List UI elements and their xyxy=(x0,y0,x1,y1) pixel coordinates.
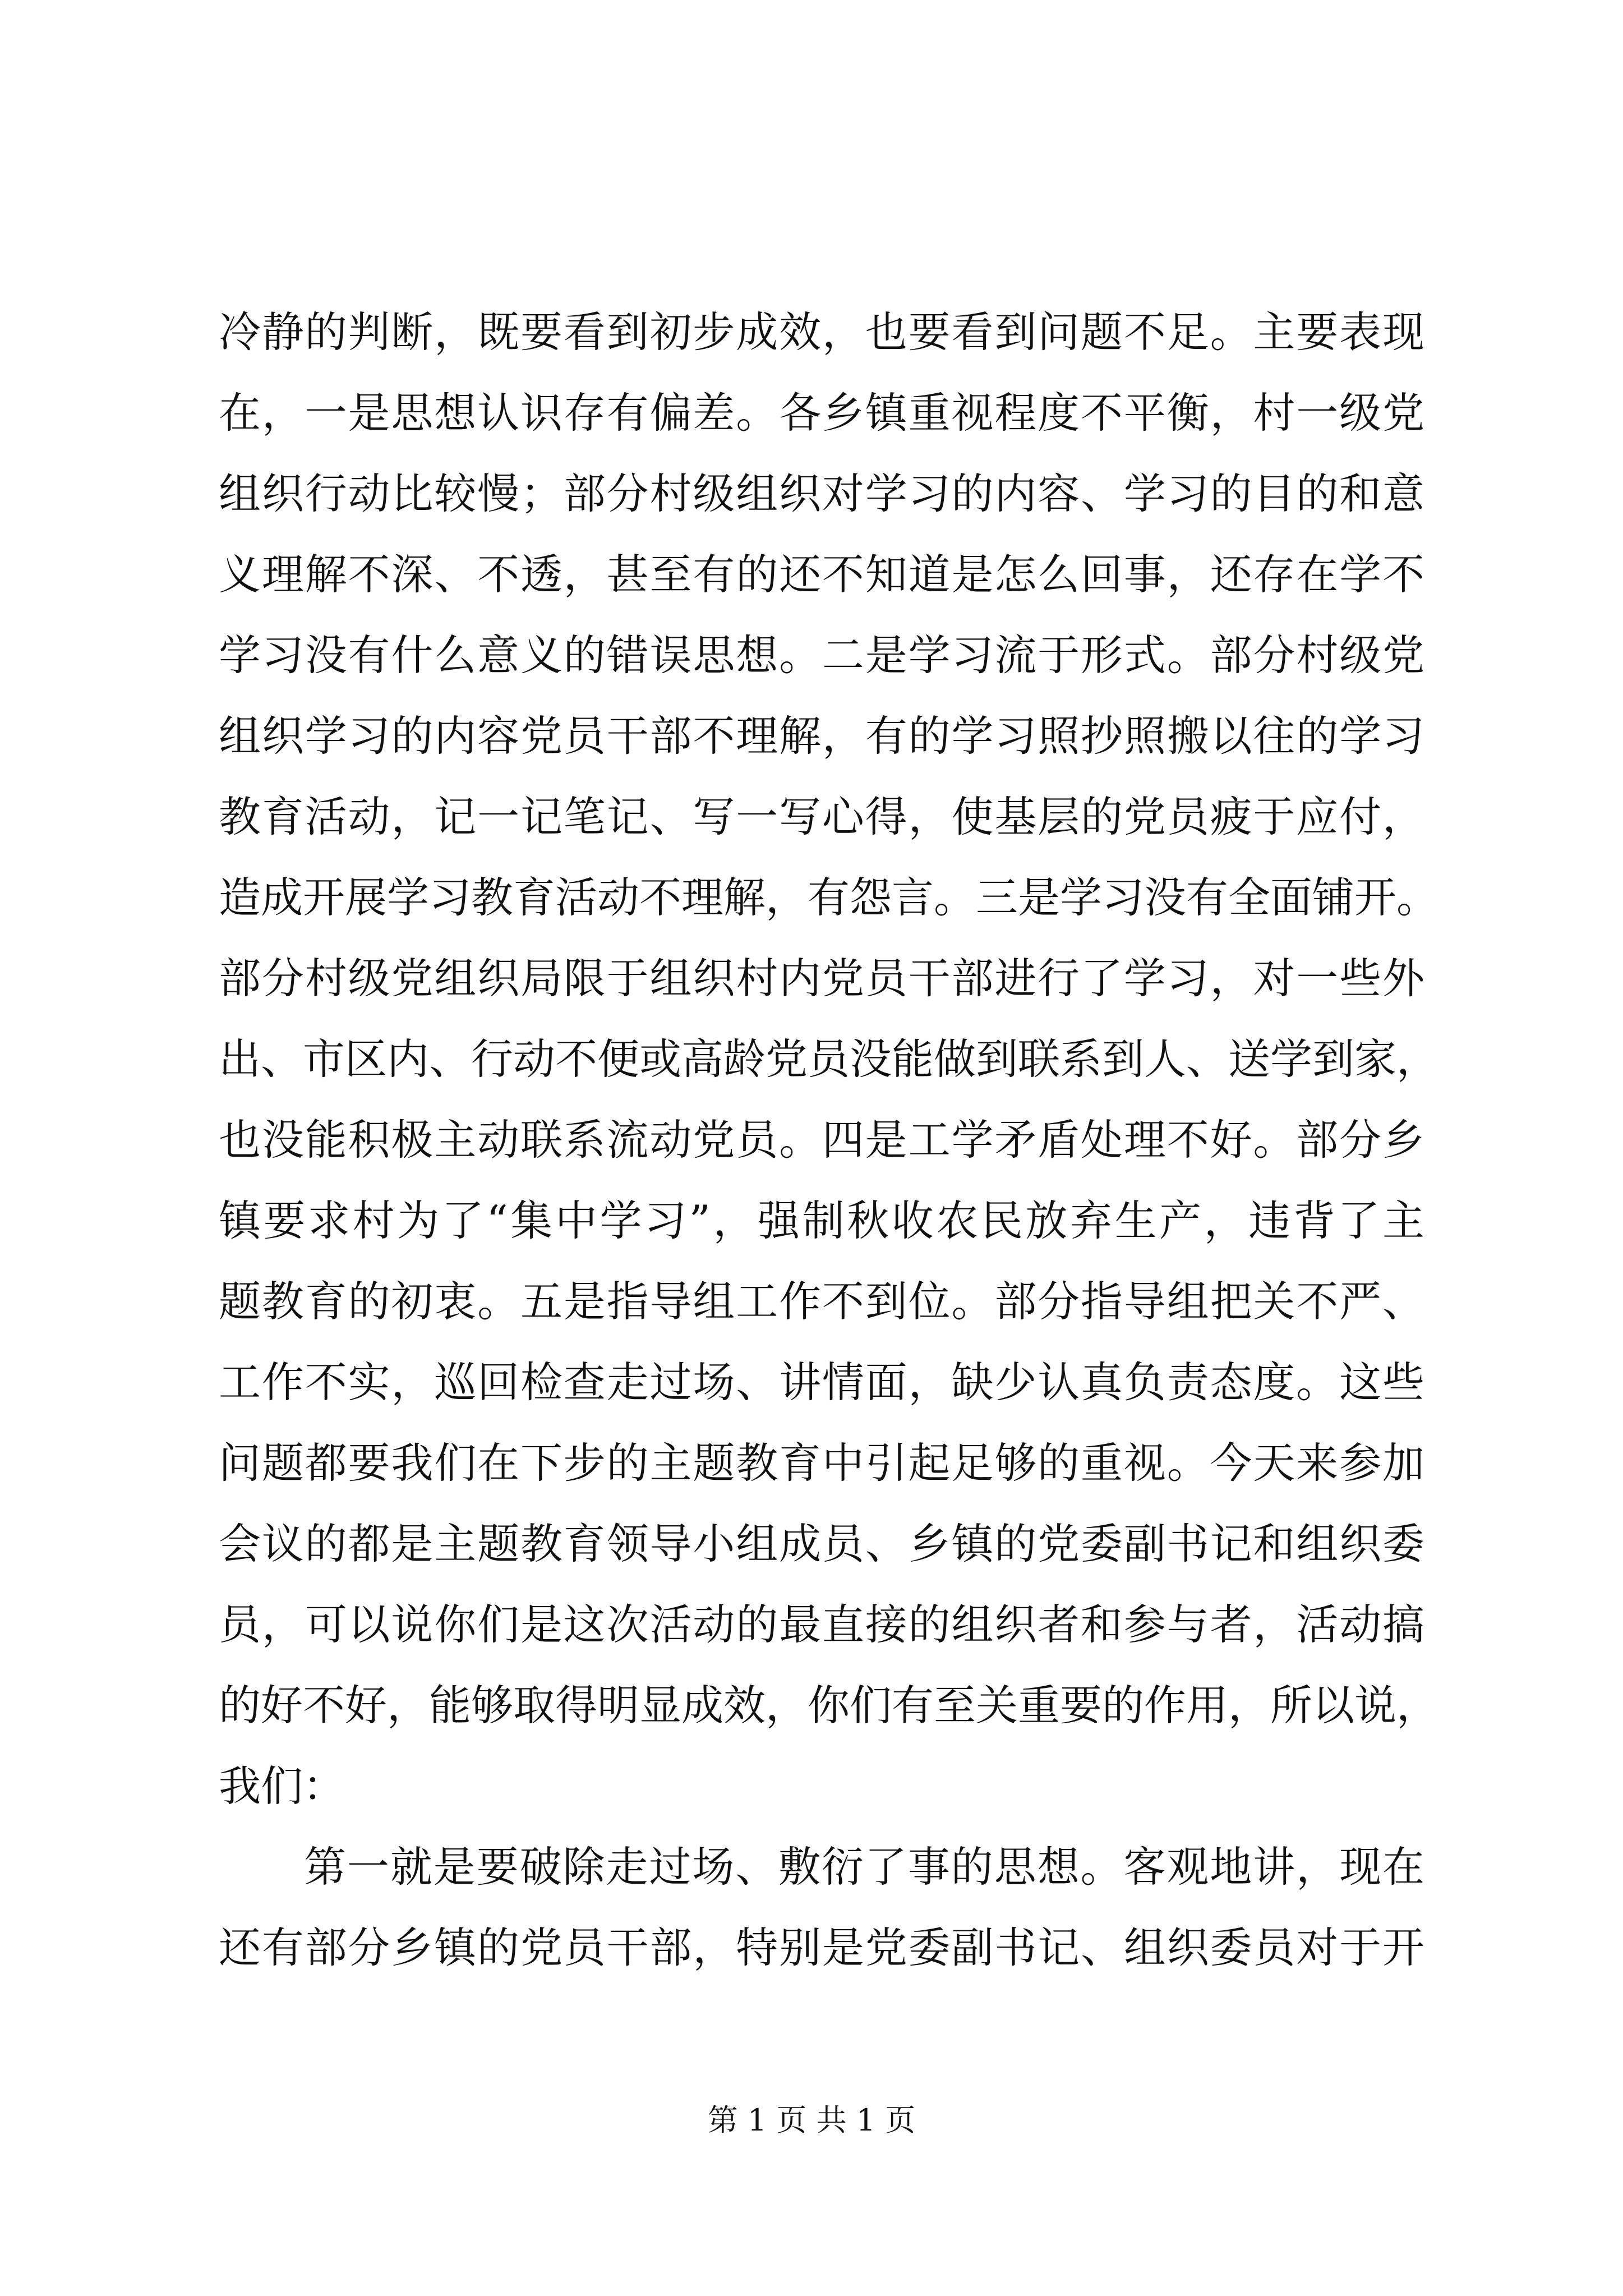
text-line: 会议的都是主题教育领导小组成员、乡镇的党委副书记和组织委 xyxy=(219,1519,1424,1568)
text-line: 员，可以说你们是这次活动的最直接的组织者和参与者，活动搞 xyxy=(219,1600,1424,1649)
text-line-paragraph-end: 我们： xyxy=(219,1761,345,1811)
text-line: 的好不好，能够取得明显成效，你们有至关重要的作用，所以说， xyxy=(219,1681,1439,1730)
text-line-paragraph-start: 第一就是要破除走过场、敷衍了事的思想。客观地讲，现在 xyxy=(304,1842,1424,1892)
text-line: 冷静的判断，既要看到初步成效，也要看到问题不足。主要表现 xyxy=(219,307,1424,357)
document-body xyxy=(219,292,1439,1988)
text-line: 也没能积极主动联系流动党员。四是工学矛盾处理不好。部分乡 xyxy=(219,1115,1424,1165)
text-line: 镇要求村为了“集中学习”，强制秋收农民放弃生产，违背了主 xyxy=(219,1196,1424,1245)
text-line: 工作不实，巡回检查走过场、讲情面，缺少认真负责态度。这些 xyxy=(219,1358,1424,1407)
text-line: 教育活动，记一记笔记、写一写心得，使基层的党员疲于应付， xyxy=(219,792,1424,841)
text-line: 出、市区内、行动不便或高龄党员没能做到联系到人、送学到家， xyxy=(219,1034,1439,1084)
text-line: 还有部分乡镇的党员干部，特别是党委副书记、组织委员对于开 xyxy=(219,1923,1424,1972)
page-footer: 第 1 页 共 1 页 xyxy=(707,2102,916,2138)
text-line: 组织学习的内容党员干部不理解，有的学习照抄照搬以往的学习 xyxy=(219,711,1424,761)
text-line: 在，一是思想认识存有偏差。各乡镇重视程度不平衡，村一级党 xyxy=(219,388,1424,438)
text-line: 问题都要我们在下步的主题教育中引起足够的重视。今天来参加 xyxy=(219,1438,1424,1488)
text-line: 义理解不深、不透，甚至有的还不知道是怎么回事，还存在学不 xyxy=(219,550,1424,599)
text-line: 部分村级党组织局限于组织村内党员干部进行了学习，对一些外 xyxy=(219,954,1424,1003)
text-line: 组织行动比较慢；部分村级组织对学习的内容、学习的目的和意 xyxy=(219,469,1424,518)
text-line: 学习没有什么意义的错误思想。二是学习流于形式。部分村级党 xyxy=(219,631,1424,680)
text-line: 造成开展学习教育活动不理解，有怨言。三是学习没有全面铺开。 xyxy=(219,873,1439,922)
text-line: 题教育的初衷。五是指导组工作不到位。部分指导组把关不严、 xyxy=(219,1277,1424,1326)
